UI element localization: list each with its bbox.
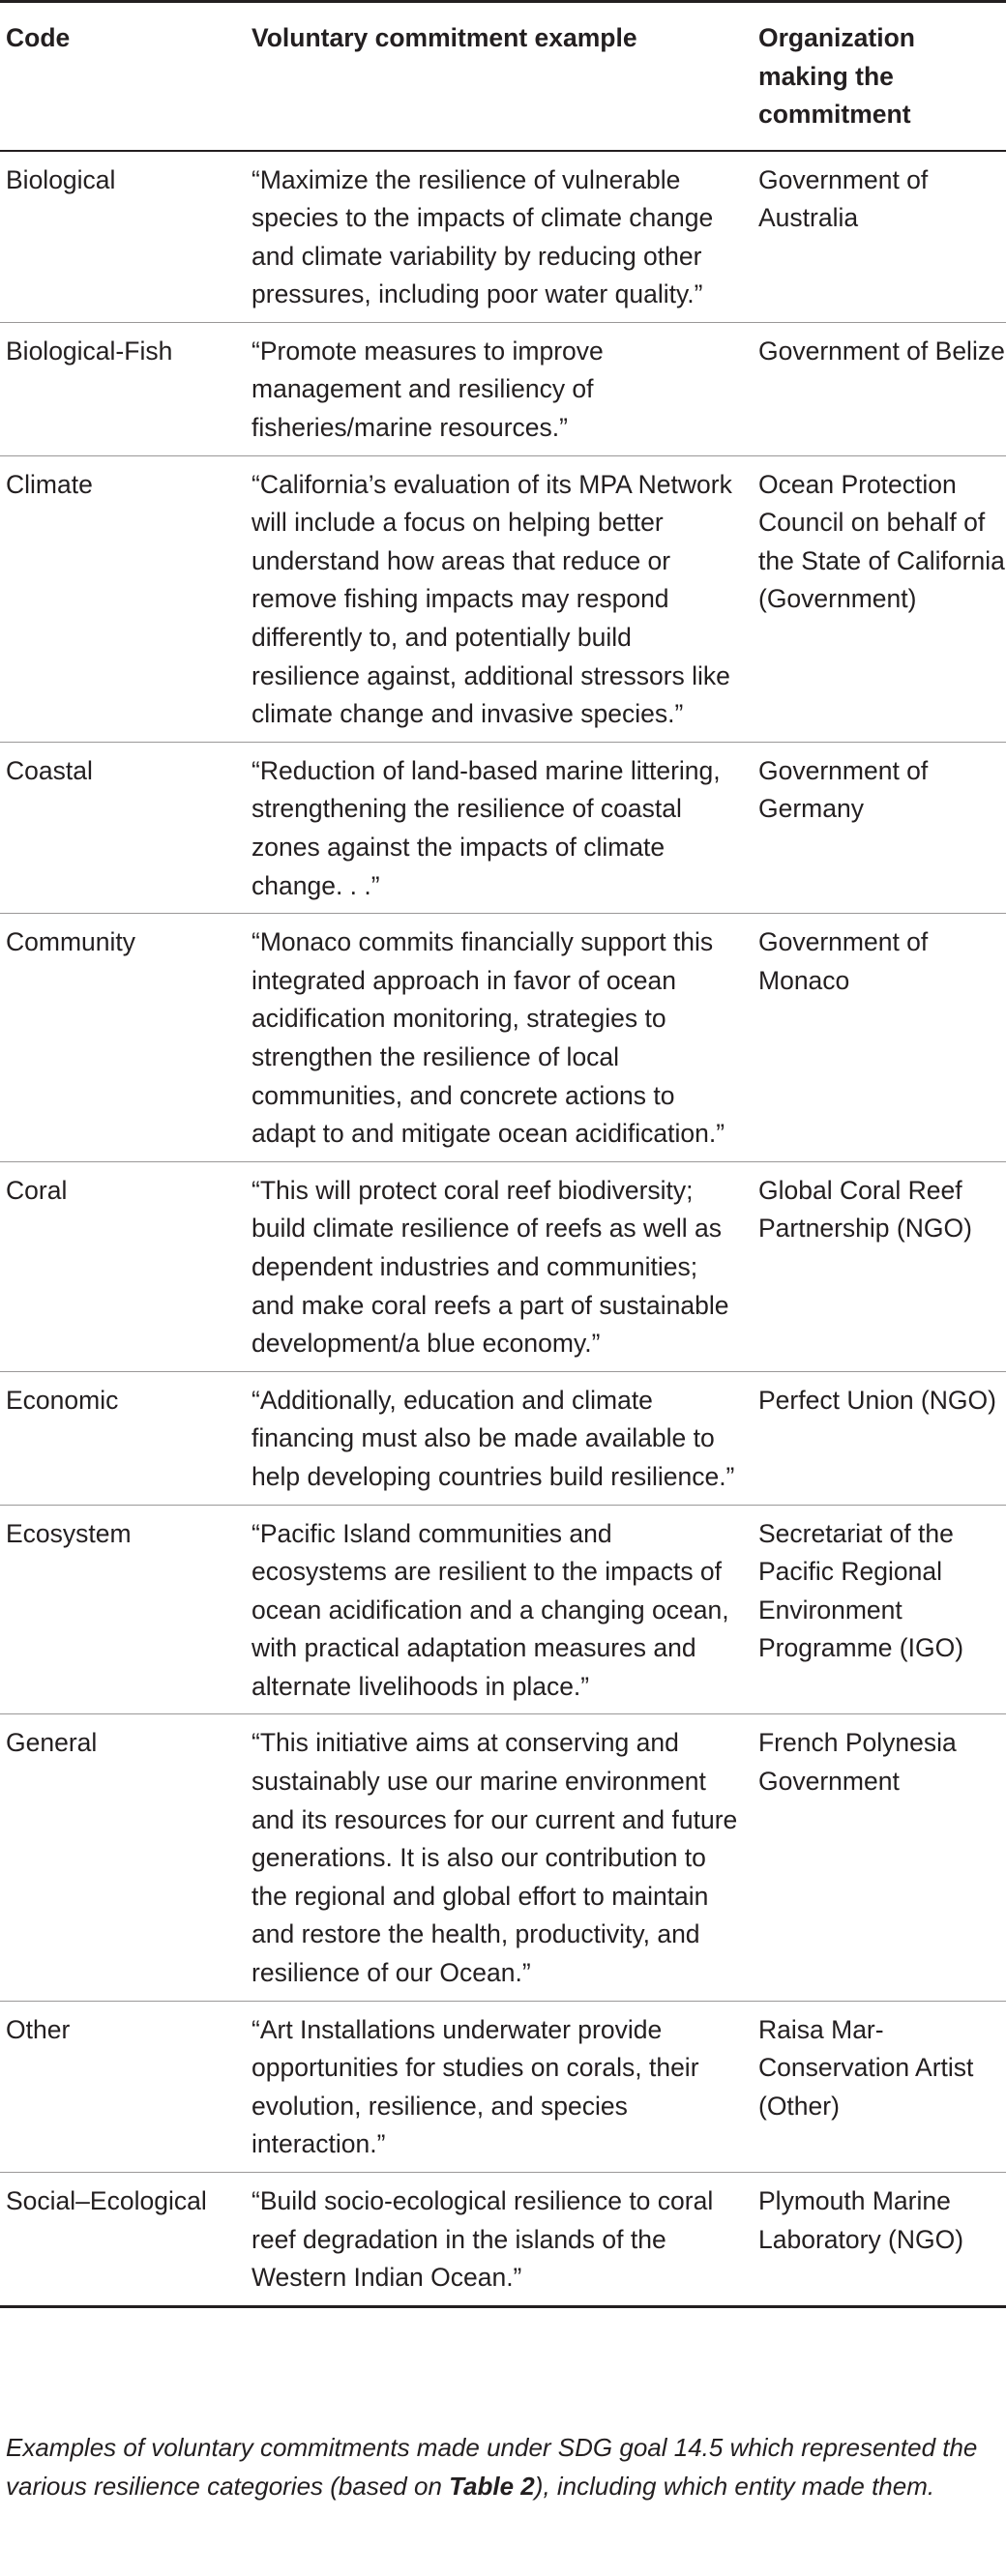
cell-code: Economic	[6, 1385, 119, 1415]
cell-code: Coastal	[6, 755, 93, 785]
table-row	[0, 455, 1006, 742]
cell-organization: French Polynesia Government	[758, 1728, 957, 1797]
cell-code: Other	[6, 2014, 71, 2044]
table-row	[0, 151, 1006, 323]
cell-organization: Secretariat of the Pacific Regional Environment Programme (IGO)	[758, 1518, 964, 1663]
cell-example: “Additionally, education and climate financing must also be made available to help developing countries build resilience.”	[252, 1385, 735, 1491]
cell-code: Biological-Fish	[6, 336, 173, 366]
cell-organization: Raisa Mar-Conservation Artist (Other)	[758, 2014, 974, 2121]
table-caption	[6, 2429, 992, 2505]
header-row	[0, 2, 1006, 151]
cell-example: “Monaco commits financially support this integrated approach in favor of ocean acidification monitoring, strategies to strengthen the resilience of local communities, and concrete actions to adapt to and mitigate ocean acidification.”	[252, 927, 725, 1149]
table-header	[0, 2, 1006, 151]
cell-organization: Plymouth Marine Laboratory (NGO)	[758, 2186, 964, 2254]
cell-code: Social–Ecological	[6, 2186, 207, 2215]
cell-organization: Government of Germany	[758, 755, 929, 824]
cell-organization: Government of Belize	[758, 336, 1005, 366]
table-row	[0, 2173, 1006, 2307]
cell-organization: Global Coral Reef Partnership (NGO)	[758, 1175, 972, 1244]
cell-example: “Maximize the resilience of vulnerable species to the impacts of climate change and climate variability by reducing other pressures, including poor water quality.”	[252, 164, 714, 309]
table-row	[0, 742, 1006, 913]
table-row	[0, 1505, 1006, 1714]
table-row	[0, 1371, 1006, 1505]
table-row	[0, 1161, 1006, 1371]
cell-code: Ecosystem	[6, 1518, 132, 1548]
caption-text-after: ), including which entity made them.	[534, 2471, 935, 2501]
cell-example: “Build socio-ecological resilience to coral reef degradation in the islands of the Western Indian Ocean.”	[252, 2186, 714, 2293]
table-row	[0, 322, 1006, 455]
cell-organization: Government of Australia	[758, 164, 929, 233]
cell-organization: Perfect Union (NGO)	[758, 1385, 996, 1415]
cell-code: Biological	[6, 164, 116, 194]
cell-code: Community	[6, 927, 136, 957]
caption-text-before: Examples of voluntary commitments made under SDG goal 14.5 which represented the various resilience categories (based on	[6, 2433, 978, 2501]
table-body	[0, 151, 1006, 2307]
cell-code: General	[6, 1728, 98, 1758]
cell-organization: Government of Monaco	[758, 927, 929, 995]
cell-example: “California’s evaluation of its MPA Network will include a focus on helping better understand how areas that reduce or remove fishing impacts may respond differently to, and potentially build resilience against, additional stressors like climate change and invasive species.”	[252, 469, 732, 729]
cell-example: “Reduction of land-based marine littering, strengthening the resilience of coastal zones against the impacts of climate change. . .”	[252, 755, 721, 900]
cell-example: “Promote measures to improve management and resiliency of fisheries/marine resources.”	[252, 336, 604, 443]
cell-code: Coral	[6, 1175, 68, 1205]
cell-example: “This will protect coral reef biodiversity; build climate resilience of reefs as well as dependent industries and communities; and make coral reefs a part of sustainable development/a blue economy.”	[252, 1175, 729, 1359]
cell-example: “Pacific Island communities and ecosystems are resilient to the impacts of ocean acidification and a changing ocean, with practical adaptation measures and alternate livelihoods in place.”	[252, 1518, 729, 1701]
header-code: Code	[6, 23, 71, 52]
header-organization: Organization making the commitment	[758, 23, 915, 129]
header-example: Voluntary commitment example	[252, 23, 637, 52]
cell-example: “Art Installations underwater provide opportunities for studies on corals, their evolution, resilience, and species interaction.”	[252, 2014, 699, 2159]
cell-example: “This initiative aims at conserving and sustainably use our marine environment and its resources for our current and future generations. It is also our contribution to the regional and global effort to maintain and restore the health, productivity, and resilience of our Ocean.”	[252, 1728, 738, 1988]
table-row	[0, 914, 1006, 1162]
caption-table-reference: Table 2	[449, 2471, 535, 2501]
cell-organization: Ocean Protection Council on behalf of the State of California (Government)	[758, 469, 1005, 614]
cell-code: Climate	[6, 469, 93, 499]
table-row	[0, 1714, 1006, 2001]
table-row	[0, 2001, 1006, 2172]
